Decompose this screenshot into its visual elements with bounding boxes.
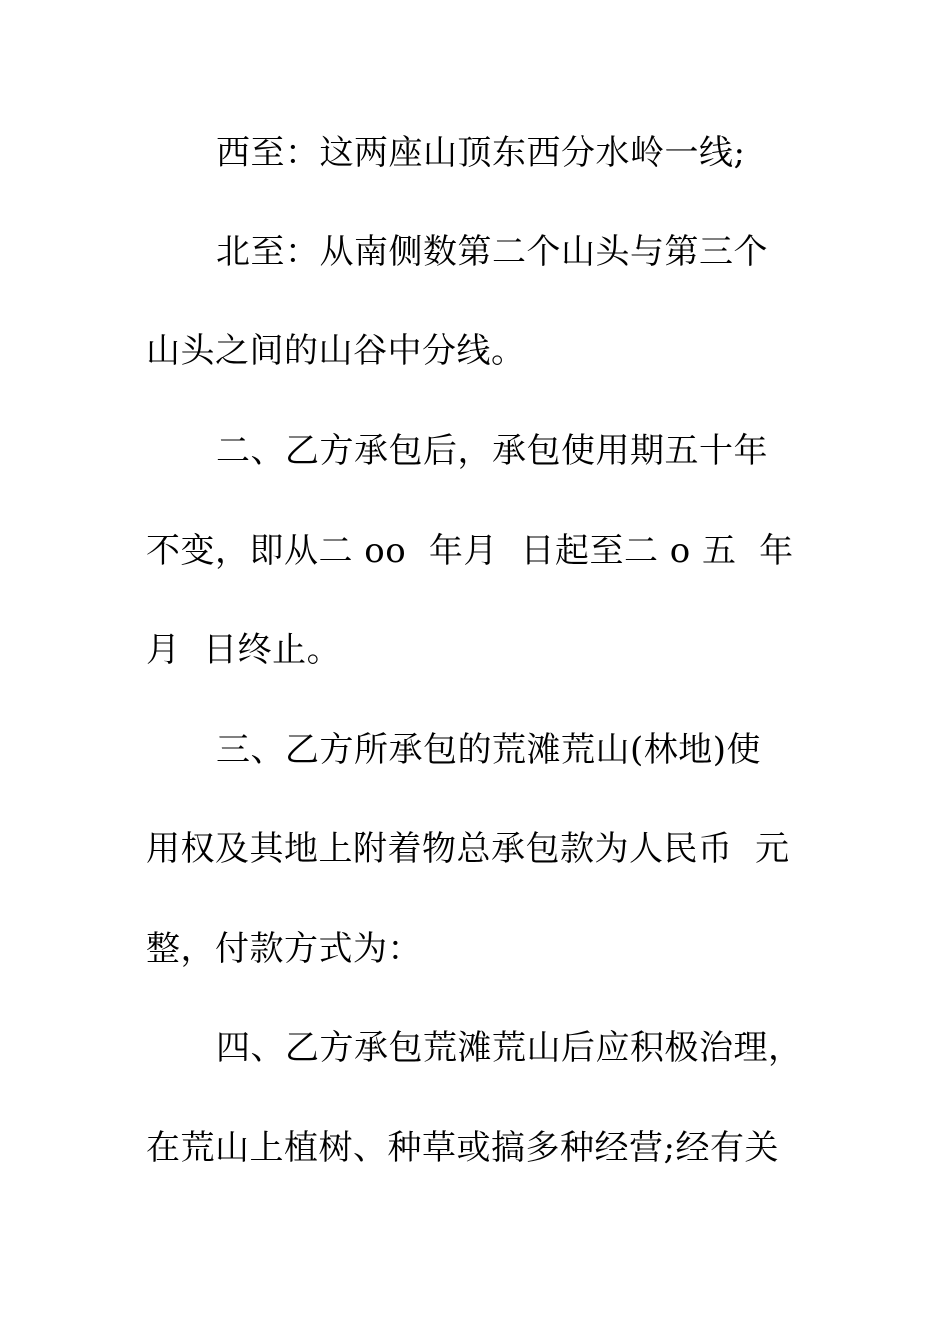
paragraph-clause-2-cont-1: 不变，即从二 oo 年月 日起至二 o 五 年 [146, 531, 794, 571]
paragraph-clause-3: 三、乙方所承包的荒滩荒山(林地)使 [216, 730, 762, 770]
paragraph-clause-2-cont-2: 月 日终止。 [146, 630, 342, 670]
paragraph-west-boundary: 西至：这两座山顶东西分水岭一线; [216, 133, 746, 173]
paragraph-north-boundary: 北至：从南侧数第二个山头与第三个 [216, 232, 768, 272]
paragraph-clause-3-cont-2: 整，付款方式为： [146, 929, 422, 969]
paragraph-clause-4-cont-1: 在荒山上植树、种草或搞多种经营;经有关 [146, 1128, 779, 1168]
paragraph-north-boundary-cont: 山头之间的山谷中分线。 [146, 331, 526, 371]
paragraph-clause-3-cont-1: 用权及其地上附着物总承包款为人民币 元 [146, 829, 790, 869]
paragraph-clause-4: 四、乙方承包荒滩荒山后应积极治理， [216, 1028, 803, 1068]
paragraph-clause-2: 二、乙方承包后，承包使用期五十年 [216, 431, 768, 471]
